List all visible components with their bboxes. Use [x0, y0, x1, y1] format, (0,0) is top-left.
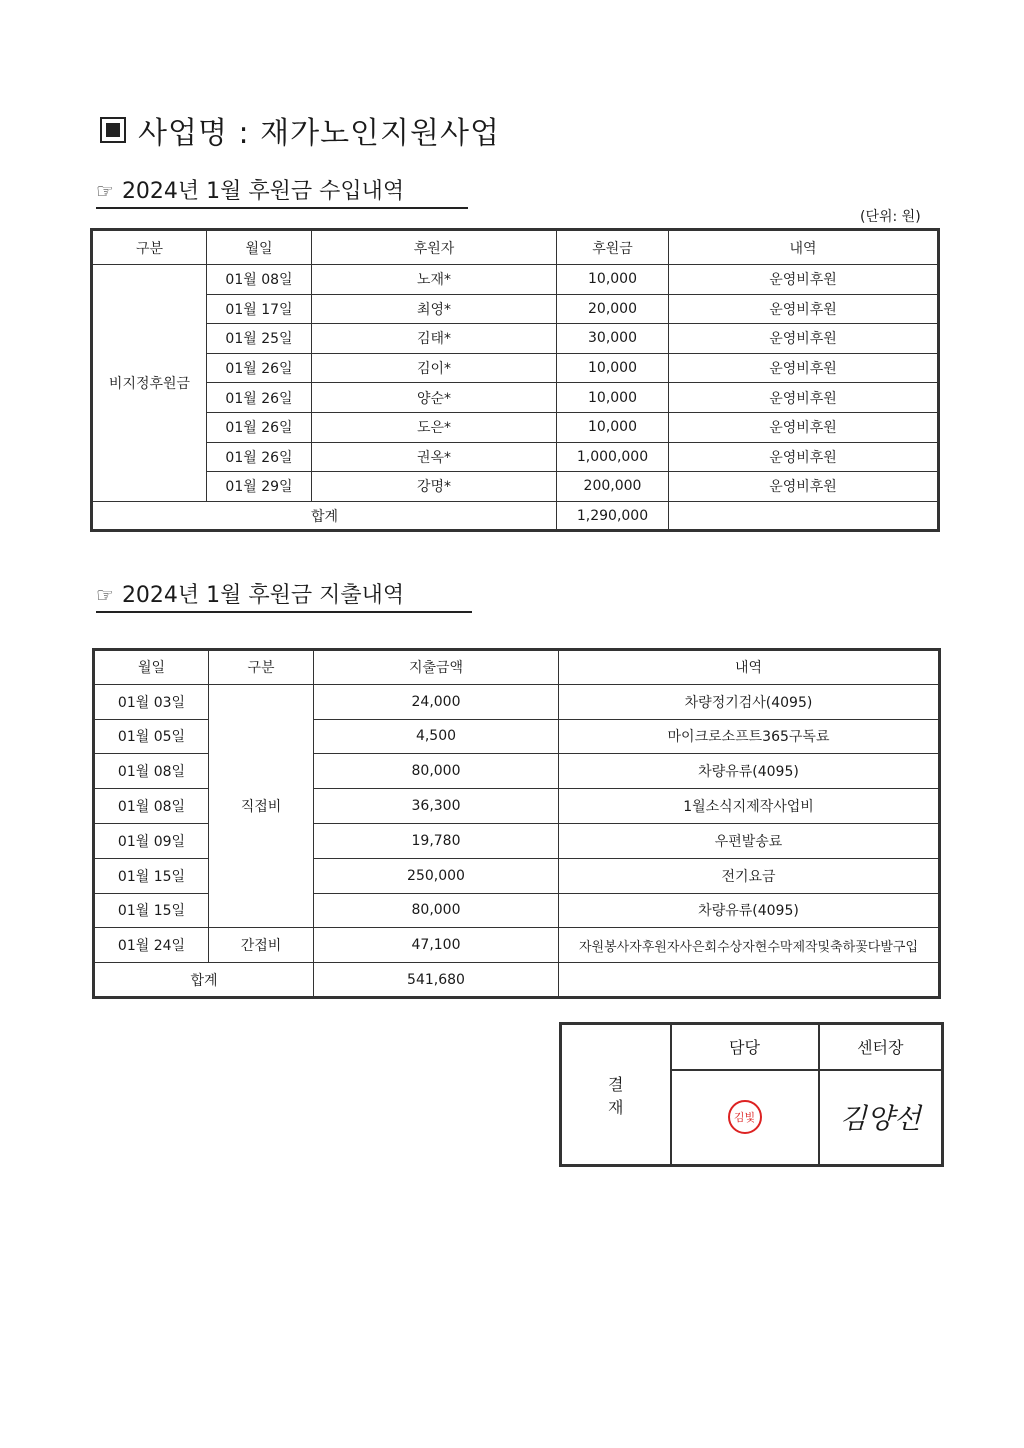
table-row: 01월 15일 80,000 차량유류(4095): [94, 893, 940, 928]
category-cell: 비지정후원금: [92, 265, 207, 502]
table-row: 비지정후원금 01월 08일 노재* 10,000 운영비후원: [92, 265, 939, 295]
table-row: 01월 08일 80,000 차량유류(4095): [94, 754, 940, 789]
total-amount: 1,290,000: [557, 501, 669, 531]
col-category: 구분: [209, 650, 314, 685]
expense-table: [92, 648, 941, 999]
approval-box: [559, 1022, 944, 1167]
table-row: 01월 09일 19,780 우편발송료: [94, 823, 940, 858]
col-category: 구분: [92, 230, 207, 265]
handwritten-signature: 김양선: [839, 1102, 921, 1136]
table-row: 01월 17일 최영* 20,000 운영비후원: [92, 294, 939, 324]
title-text: 사업명 : 재가노인지원사업: [138, 116, 500, 151]
table-row: 01월 24일 간접비 47,100 자원봉사자후원자사은회수상자현수막제작및축하꽃다발구입: [94, 928, 940, 963]
total-amount: 541,680: [314, 963, 559, 998]
table-row: 01월 15일 250,000 전기요금: [94, 858, 940, 893]
table-row: 01월 08일 36,300 1월소식지제작사업비: [94, 789, 940, 824]
red-seal-stamp: 김빛: [728, 1100, 762, 1134]
col-detail: 내역: [559, 650, 940, 685]
director-label: 센터장: [819, 1024, 943, 1070]
expense-header-row: [94, 650, 940, 685]
col-date: 월일: [94, 650, 209, 685]
page-title: [100, 108, 500, 152]
square-bullet-icon: [100, 117, 126, 143]
table-row: 01월 26일 권옥* 1,000,000 운영비후원: [92, 442, 939, 472]
table-row: 01월 26일 도은* 10,000 운영비후원: [92, 412, 939, 442]
table-row: 01월 26일 김이* 10,000 운영비후원: [92, 353, 939, 383]
col-date: 월일: [207, 230, 312, 265]
director-signature-cell: [819, 1070, 943, 1166]
table-row: 01월 26일 양순* 10,000 운영비후원: [92, 383, 939, 413]
expense-heading: ☞ 2024년 1월 후원금 지출내역: [96, 578, 472, 613]
income-heading: ☞ 2024년 1월 후원금 수입내역: [96, 174, 468, 209]
direct-cost-cell: 직접비: [209, 684, 314, 928]
table-row: 01월 29일 강명* 200,000 운영비후원: [92, 472, 939, 502]
manager-stamp-cell: [671, 1070, 819, 1166]
table-row: 01월 03일 직접비 24,000 차량정기검사(4095): [94, 684, 940, 719]
col-amount: 후원금: [557, 230, 669, 265]
approval-label: 결 재: [561, 1024, 671, 1166]
income-total-row: [92, 501, 939, 531]
pointing-hand-icon: ☞: [96, 583, 114, 607]
income-header-row: [92, 230, 939, 265]
col-amount: 지출금액: [314, 650, 559, 685]
manager-label: 담당: [671, 1024, 819, 1070]
total-label: 합계: [94, 963, 314, 998]
unit-label: (단위: 원): [860, 209, 921, 225]
pointing-hand-icon: ☞: [96, 179, 114, 203]
expense-total-row: [94, 963, 940, 998]
col-detail: 내역: [669, 230, 939, 265]
table-row: 01월 25일 김태* 30,000 운영비후원: [92, 324, 939, 354]
income-table: [90, 228, 940, 532]
total-label: 합계: [92, 501, 557, 531]
indirect-cost-cell: 간접비: [209, 928, 314, 963]
table-row: 01월 05일 4,500 마이크로소프트365구독료: [94, 719, 940, 754]
col-donor: 후원자: [312, 230, 557, 265]
